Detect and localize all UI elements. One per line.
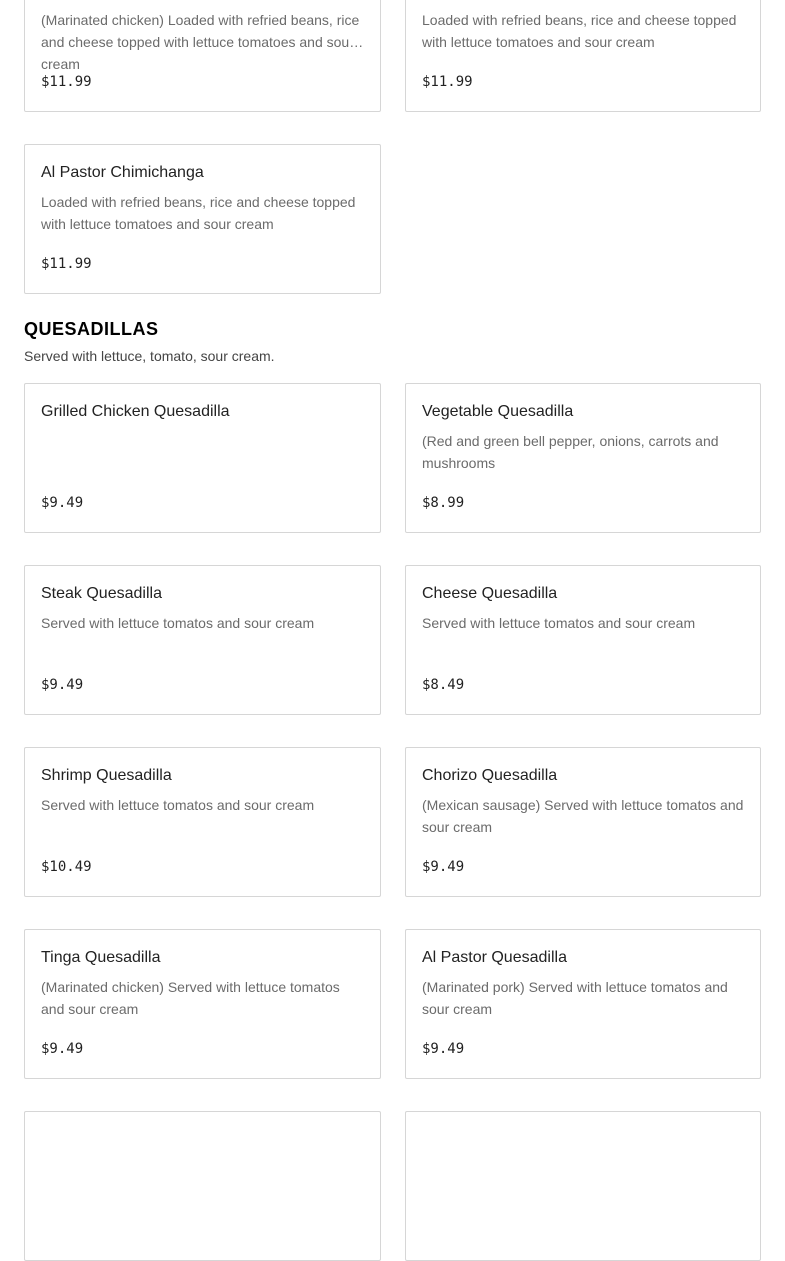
menu-item-card[interactable] xyxy=(405,383,761,533)
menu-item-price: $9.49 xyxy=(41,1041,84,1057)
menu-item-card[interactable] xyxy=(24,383,381,533)
menu-item-price: $8.99 xyxy=(422,495,465,511)
menu-item-name: Al Pastor Quesadilla xyxy=(422,949,567,966)
menu-item-card[interactable] xyxy=(405,565,761,715)
menu-item-price: $10.49 xyxy=(41,859,92,875)
menu-item-name: Cheese Quesadilla xyxy=(422,585,558,602)
menu-item-price: $9.49 xyxy=(41,495,84,511)
menu-item-description: Loaded with refried beans, rice and cheese topped with lettuce tomatoes and sour cream xyxy=(41,194,356,232)
menu-page xyxy=(24,0,761,1261)
menu-item-description: (Marinated chicken) Served with lettuce tomatos and sour cream xyxy=(41,979,340,1017)
menu-item-card[interactable] xyxy=(405,747,761,897)
menu-item-card[interactable] xyxy=(24,144,381,294)
menu-item-description: Loaded with refried beans, rice and cheese topped with lettuce tomatoes and sour cream xyxy=(422,12,737,50)
chimichanga-items-grid xyxy=(24,0,761,294)
menu-item-price: $11.99 xyxy=(41,74,92,90)
menu-item-card[interactable] xyxy=(24,1111,381,1261)
menu-item-name: Vegetable Quesadilla xyxy=(422,403,574,420)
menu-item-description: (Mexican sausage) Served with lettuce tomatos and sour cream xyxy=(422,797,744,835)
section-title: QUESADILLAS xyxy=(24,319,159,339)
menu-item-description: (Red and green bell pepper, onions, carrots and mushrooms xyxy=(422,433,719,471)
menu-item-card[interactable] xyxy=(24,747,381,897)
menu-item-description: (Marinated chicken) Loaded with refried beans, rice and cheese topped with lettuce tomatoes and sour cream xyxy=(41,12,360,72)
menu-item-price: $11.99 xyxy=(422,74,473,90)
quesadillas-items-grid xyxy=(24,383,761,1261)
menu-item-name: Grilled Chicken Quesadilla xyxy=(41,403,230,420)
menu-item-price: $9.49 xyxy=(41,677,84,693)
menu-item-price: $8.49 xyxy=(422,677,465,693)
menu-item-name: Al Pastor Chimichanga xyxy=(41,164,204,181)
menu-item-name: Steak Quesadilla xyxy=(41,585,162,602)
menu-item-card[interactable] xyxy=(24,0,381,112)
menu-item-price: $11.99 xyxy=(41,256,92,272)
menu-item-name: Tinga Quesadilla xyxy=(41,949,161,966)
section-subtitle: Served with lettuce, tomato, sour cream. xyxy=(24,348,275,364)
menu-item-name: Shrimp Quesadilla xyxy=(41,767,172,784)
menu-item-description: (Marinated pork) Served with lettuce tomatos and sour cream xyxy=(422,979,728,1017)
menu-item-card[interactable] xyxy=(24,929,381,1079)
quesadillas-section xyxy=(24,316,761,1261)
menu-item-price: $9.49 xyxy=(422,1041,465,1057)
menu-item-card[interactable] xyxy=(24,565,381,715)
menu-item-name: Chorizo Quesadilla xyxy=(422,767,558,784)
menu-item-price: $9.49 xyxy=(422,859,465,875)
menu-item-description: Served with lettuce tomatos and sour cream xyxy=(41,615,315,631)
menu-item-card[interactable] xyxy=(405,929,761,1079)
menu-item-description: Served with lettuce tomatos and sour cream xyxy=(41,797,315,813)
menu-item-card[interactable] xyxy=(405,0,761,112)
menu-item-description: Served with lettuce tomatos and sour cream xyxy=(422,615,696,631)
menu-item-card[interactable] xyxy=(405,1111,761,1261)
